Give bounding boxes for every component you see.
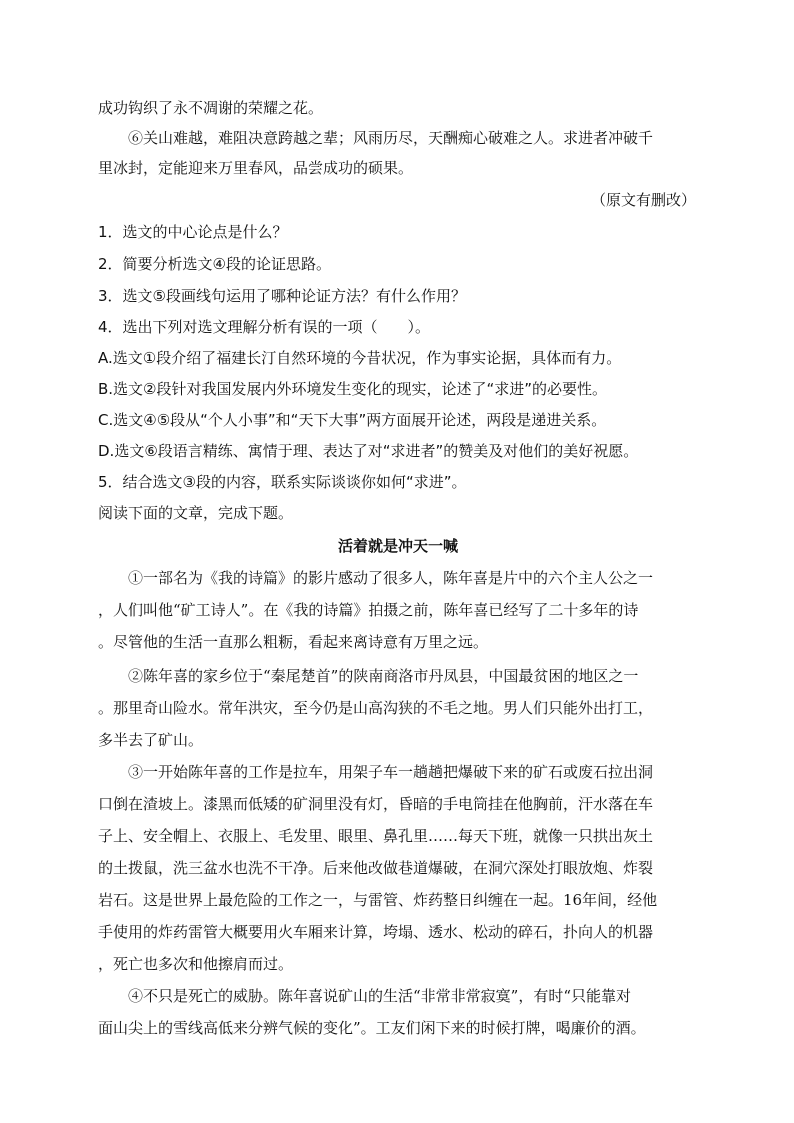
passage1-paragraph6-line2: 里冰封，定能迎来万里春风，品尝成功的硕果。	[98, 159, 414, 177]
passage2-line: 的土拨鼠，洗三盆水也洗不干净。后来他改做巷道爆破，在洞穴深处打眼放炮、炸裂	[98, 859, 654, 877]
passage2-line: 多半去了矿山。	[98, 731, 204, 749]
passage2-line: 。那里奇山险水。常年洪灾，至今仍是山高沟狭的不毛之地。男人们只能外出打工，	[98, 699, 654, 717]
passage2-line: 手使用的炸药雷管大概要用火车厢来计算，垮塌、透水、松动的碎石，扑向人的机器	[98, 923, 654, 941]
passage2-line: ，死亡也多次和他擦肩而过。	[98, 955, 294, 973]
reading-instruction: 阅读下面的文章，完成下题。	[98, 504, 294, 522]
passage2-line: 口倒在渣坡上。漆黑而低矮的矿洞里没有灯，昏暗的手电筒挂在他胸前，汗水落在车	[98, 795, 654, 813]
passage2-line: ，人们叫他“矿工诗人”。在《我的诗篇》拍摄之前，陈年喜已经写了二十多年的诗	[98, 601, 639, 619]
question-3: 3．选文⑤段画线句运用了哪种论证方法？有什么作用？	[98, 287, 466, 305]
source-note: （原文有删改）	[590, 191, 696, 209]
option-a: A.选文①段介绍了福建长汀自然环境的今昔状况，作为事实论据，具体而有力。	[98, 349, 622, 367]
passage1-paragraph5-tail: 成功钩织了永不凋谢的荣耀之花。	[98, 99, 324, 117]
passage2-title: 活着就是冲天一喊	[337, 537, 458, 555]
passage2-line: 岩石。这是世界上最危险的工作之一，与雷管、炸药整日纠缠在一起。16年间，经他	[98, 891, 658, 909]
option-d: D.选文⑥段语言精练、寓情于理、表达了对“求进者”的赞美及对他们的美好祝愿。	[98, 442, 639, 460]
passage2-line: ④不只是死亡的威胁。陈年喜说矿山的生活“非常非常寂寞”，有时“只能靠对	[128, 987, 632, 1005]
option-c: C.选文④⑤段从“个人小事”和“天下大事”两方面展开论述，两段是递进关系。	[98, 411, 607, 429]
question-2: 2．简要分析选文④段的论证思路。	[98, 255, 331, 273]
passage2-line: ③一开始陈年喜的工作是拉车，用架子车一趟趟把爆破下来的矿石或废石拉出洞	[128, 763, 654, 781]
question-1: 1．选文的中心论点是什么？	[98, 223, 288, 241]
passage1-paragraph6-line1: ⑥关山难越，难阻决意跨越之辈；风雨历尽，天酬痴心破难之人。求进者冲破千	[128, 129, 654, 147]
option-b: B.选文②段针对我国发展内外环境发生变化的现实，论述了“求进”的必要性。	[98, 380, 608, 398]
question-5: 5．结合选文③段的内容，联系实际谈谈你如何“求进”。	[98, 473, 467, 491]
passage2-line: ②陈年喜的家乡位于“秦尾楚首”的陕南商洛市丹凤县，中国最贫困的地区之一	[128, 667, 639, 685]
passage2-line: 。尽管他的生活一直那么粗粝，看起来离诗意有万里之远。	[98, 633, 489, 651]
passage2-line: ①一部名为《我的诗篇》的影片感动了很多人，陈年喜是片中的六个主人公之一	[128, 569, 654, 587]
passage2-line: 面山尖上的雪线高低来分辨气候的变化”。工友们闲下来的时候打牌，喝廉价的酒。	[98, 1019, 646, 1037]
question-4: 4．选出下列对选文理解分析有误的一项（ ）。	[98, 318, 431, 336]
passage2-line: 子上、安全帽上、衣服上、毛发里、眼里、鼻孔里……每天下班，就像一只拱出灰土	[98, 827, 654, 845]
